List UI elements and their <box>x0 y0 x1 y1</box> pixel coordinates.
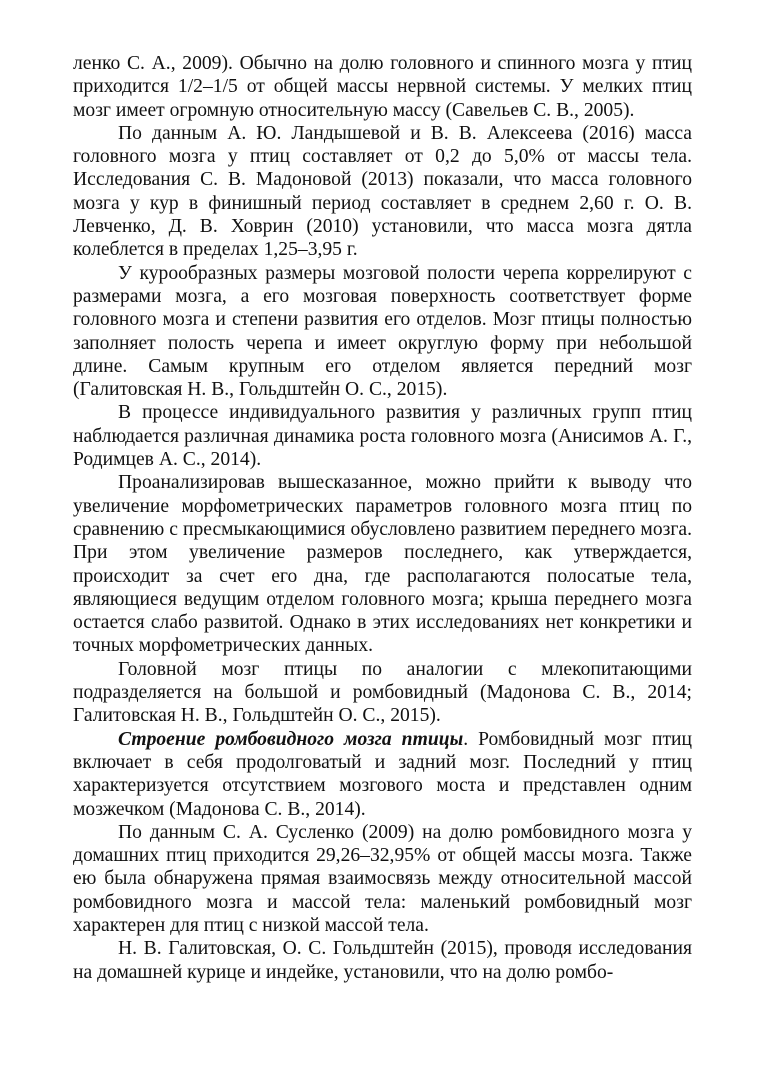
paragraph-galitovskaya-study: Н. В. Галитовская, О. С. Гольдштейн (2015), проводя исследования на домашней курице и индейке, установили, что на долю ромбо- <box>73 938 692 983</box>
paragraph-analysis-conclusion: Проанализировав вышесказанное, можно прийти к выводу что увеличение морфометрических параметров головного мозга птиц по сравнению с пресмыкающимися обусловлено развитием переднего мозга. При этом увеличение размеров последнего, как утверждается, происходит за счет его дна, где располагаются полосатые тела, являющиеся ведущим отделом головного мозга; крыша переднего мозга остается слабо развитой. Однако в этих исследованиях нет конкретики и точных морфометрических данных. <box>73 472 692 657</box>
paragraph-brain-mass-data: По данным А. Ю. Ландышевой и В. В. Алексеева (2016) масса головного мозга у птиц составляет от 0,2 до 5,0% от массы тела. Исследования С. В. Мадоновой (2013) показали, что масса головного мозга у кур в финишный период составляет в среднем 2,60 г. О. В. Левченко, Д. В. Ховрин (2010) установили, что масса мозга дятла колеблется в пределах 1,25–3,95 г. <box>73 122 692 261</box>
paragraph-continuation: ленко С. А., 2009). Обычно на долю головного и спинного мозга у птиц приходится 1/2–1/5 от общей массы нервной системы. У мелких птиц мозг имеет огромную относительную массу (Савельев С. В., 2005). <box>73 53 692 121</box>
section-body-text: . Ромбовидный мозг птиц включает в себя продолговатый и задний мозг. Последний у птиц характеризуется отсутствием мозгового моста и представлен одним мозжечком (Мадонова С. В., 2014). <box>73 728 692 820</box>
paragraph-individual-development: В процессе индивидуального развития у различных групп птиц наблюдается различная динамика роста головного мозга (Анисимов А. Г., Родимцев А. С., 2014). <box>73 402 692 471</box>
paragraph-rhombencephalon-structure <box>73 728 692 821</box>
section-heading: Строение ромбовидного мозга птицы <box>118 728 464 750</box>
paragraph-skull-cavity: У курообразных размеры мозговой полости черепа коррелируют с размерами мозга, а его мозговая поверхность соответствует форме головного мозга и степени развития его отделов. Мозг птицы полностью заполняет полость черепа и имеет округлую форму при небольшой длине. Самым крупным его отделом является передний мозг (Галитовская Н. В., Гольдштейн О. С., 2015). <box>73 262 692 401</box>
paragraph-brain-division: Головной мозг птицы по аналогии с млекопитающими подразделяется на большой и ромбовидный (Мадонова С. В., 2014; Галитовская Н. В., Гольдштейн О. С., 2015). <box>73 658 692 727</box>
paragraph-suslenko-data: По данным С. А. Сусленко (2009) на долю ромбовидного мозга у домашних птиц приходится 29,26–32,95% от общей массы мозга. Также ею была обнаружена прямая взаимосвязь между относительной массой ромбовидного мозга и массой тела: маленький ромбовидный мозг характерен для птиц с низкой массой тела. <box>73 821 692 936</box>
